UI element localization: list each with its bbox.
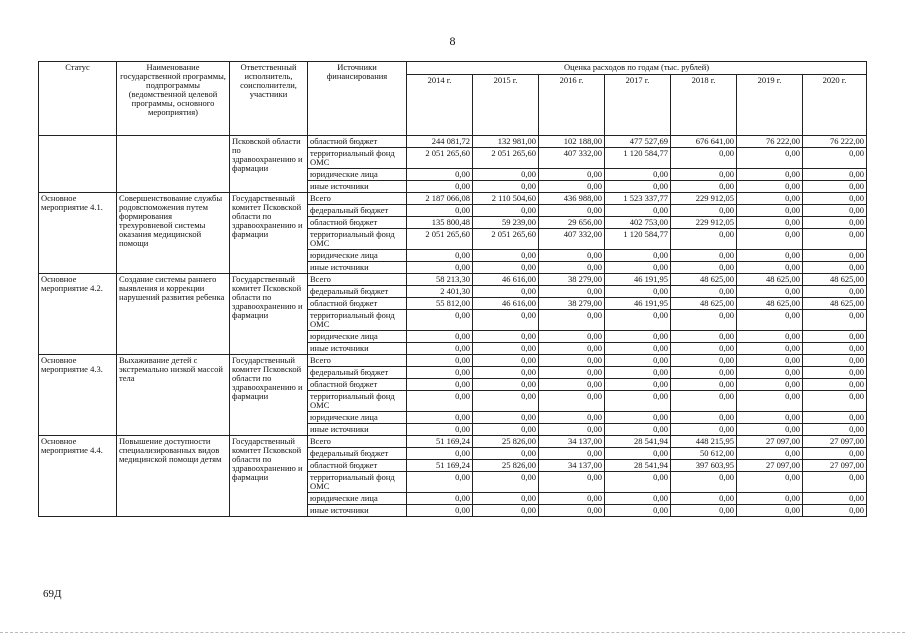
amount-cell: 0,00 — [473, 448, 539, 460]
amount-cell: 0,00 — [407, 343, 473, 355]
amount-cell: 0,00 — [737, 391, 803, 412]
amount-cell: 0,00 — [473, 343, 539, 355]
page-number: 8 — [449, 34, 456, 48]
amount-cell: 0,00 — [473, 493, 539, 505]
amount-cell: 0,00 — [605, 391, 671, 412]
group-name: Совершенствование службы родовспоможения путем формирования трехуровневой системы оказания медицинской помощи — [117, 193, 230, 274]
header-year: 2016 г. — [539, 75, 605, 136]
amount-cell: 0,00 — [803, 250, 867, 262]
amount-cell: 0,00 — [803, 505, 867, 517]
amount-cell: 0,00 — [605, 355, 671, 367]
header-sources: Источники финансирования — [308, 62, 407, 136]
amount-cell: 0,00 — [737, 448, 803, 460]
funding-source: территориальный фонд ОМС — [308, 391, 407, 412]
funding-source: территориальный фонд ОМС — [308, 472, 407, 493]
amount-cell: 0,00 — [803, 331, 867, 343]
amount-cell: 0,00 — [407, 205, 473, 217]
amount-cell: 0,00 — [605, 262, 671, 274]
header-year: 2017 г. — [605, 75, 671, 136]
amount-cell: 0,00 — [803, 367, 867, 379]
amount-cell: 0,00 — [605, 205, 671, 217]
amount-cell: 0,00 — [539, 412, 605, 424]
amount-cell: 25 826,00 — [473, 460, 539, 472]
amount-cell: 27 097,00 — [803, 436, 867, 448]
amount-cell: 229 912,05 — [671, 217, 737, 229]
amount-cell: 50 612,00 — [671, 448, 737, 460]
amount-cell: 0,00 — [605, 505, 671, 517]
amount-cell: 0,00 — [671, 229, 737, 250]
amount-cell: 0,00 — [605, 493, 671, 505]
amount-cell: 0,00 — [605, 250, 671, 262]
amount-cell: 46 191,95 — [605, 298, 671, 310]
amount-cell: 0,00 — [539, 169, 605, 181]
amount-cell: 0,00 — [407, 448, 473, 460]
amount-cell: 0,00 — [737, 379, 803, 391]
amount-cell: 0,00 — [407, 493, 473, 505]
amount-cell: 0,00 — [605, 343, 671, 355]
amount-cell: 0,00 — [737, 355, 803, 367]
amount-cell: 407 332,00 — [539, 229, 605, 250]
amount-cell: 0,00 — [671, 412, 737, 424]
funding-source: территориальный фонд ОМС — [308, 229, 407, 250]
amount-cell: 0,00 — [803, 493, 867, 505]
amount-cell: 2 051 265,60 — [407, 148, 473, 169]
amount-cell: 0,00 — [671, 424, 737, 436]
amount-cell: 0,00 — [671, 367, 737, 379]
amount-cell: 448 215,95 — [671, 436, 737, 448]
header-status: Статус — [39, 62, 117, 136]
amount-cell: 28 541,94 — [605, 460, 671, 472]
amount-cell: 48 625,00 — [737, 298, 803, 310]
amount-cell: 76 222,00 — [737, 136, 803, 148]
amount-cell: 48 625,00 — [803, 274, 867, 286]
amount-cell: 0,00 — [737, 367, 803, 379]
funding-source: областной бюджет — [308, 379, 407, 391]
amount-cell: 0,00 — [539, 181, 605, 193]
amount-cell: 407 332,00 — [539, 148, 605, 169]
amount-cell: 0,00 — [803, 286, 867, 298]
funding-source: юридические лица — [308, 493, 407, 505]
amount-cell: 0,00 — [407, 331, 473, 343]
amount-cell: 48 625,00 — [671, 274, 737, 286]
amount-cell: 0,00 — [671, 343, 737, 355]
header-year: 2018 г. — [671, 75, 737, 136]
amount-cell: 0,00 — [605, 367, 671, 379]
amount-cell: 0,00 — [539, 250, 605, 262]
amount-cell: 0,00 — [737, 181, 803, 193]
amount-cell: 0,00 — [737, 286, 803, 298]
amount-cell: 2 187 066,08 — [407, 193, 473, 205]
amount-cell: 0,00 — [473, 472, 539, 493]
amount-cell: 0,00 — [407, 262, 473, 274]
amount-cell: 0,00 — [473, 310, 539, 331]
amount-cell: 0,00 — [803, 148, 867, 169]
amount-cell: 0,00 — [407, 505, 473, 517]
amount-cell: 0,00 — [737, 472, 803, 493]
group-name: Выхаживание детей с экстремально низкой массой тела — [117, 355, 230, 436]
amount-cell: 0,00 — [605, 448, 671, 460]
amount-cell: 0,00 — [473, 379, 539, 391]
amount-cell: 46 191,95 — [605, 274, 671, 286]
amount-cell: 0,00 — [803, 193, 867, 205]
funding-source: иные источники — [308, 343, 407, 355]
amount-cell: 0,00 — [539, 424, 605, 436]
funding-source: Всего — [308, 355, 407, 367]
scan-edge-divider — [0, 632, 905, 635]
table-body — [39, 136, 867, 517]
amount-cell: 0,00 — [737, 493, 803, 505]
amount-cell: 38 279,00 — [539, 298, 605, 310]
amount-cell: 0,00 — [473, 355, 539, 367]
funding-source: территориальный фонд ОМС — [308, 148, 407, 169]
header-estimate: Оценка расходов по годам (тыс. рублей) — [407, 62, 867, 75]
group-executor: Государственный комитет Псковской области по здравоохранению и фармации — [230, 436, 308, 517]
funding-source: иные источники — [308, 505, 407, 517]
amount-cell: 0,00 — [803, 472, 867, 493]
amount-cell: 0,00 — [473, 505, 539, 517]
amount-cell: 0,00 — [737, 148, 803, 169]
amount-cell: 0,00 — [737, 331, 803, 343]
amount-cell: 0,00 — [473, 424, 539, 436]
amount-cell: 229 912,05 — [671, 193, 737, 205]
amount-cell: 0,00 — [803, 181, 867, 193]
funding-source: федеральный бюджет — [308, 205, 407, 217]
amount-cell: 436 988,00 — [539, 193, 605, 205]
amount-cell: 76 222,00 — [803, 136, 867, 148]
table-header — [39, 62, 867, 136]
group-status: Основное мероприятие 4.4. — [39, 436, 117, 517]
table-row — [39, 193, 867, 205]
amount-cell: 0,00 — [539, 472, 605, 493]
amount-cell: 0,00 — [803, 169, 867, 181]
header-year: 2014 г. — [407, 75, 473, 136]
amount-cell: 0,00 — [803, 229, 867, 250]
amount-cell: 0,00 — [737, 229, 803, 250]
amount-cell: 46 616,00 — [473, 274, 539, 286]
amount-cell: 0,00 — [737, 250, 803, 262]
amount-cell: 0,00 — [671, 355, 737, 367]
amount-cell: 25 826,00 — [473, 436, 539, 448]
amount-cell: 0,00 — [473, 286, 539, 298]
amount-cell: 0,00 — [539, 286, 605, 298]
amount-cell: 397 603,95 — [671, 460, 737, 472]
amount-cell: 46 616,00 — [473, 298, 539, 310]
amount-cell: 0,00 — [539, 367, 605, 379]
amount-cell: 51 169,24 — [407, 460, 473, 472]
amount-cell: 0,00 — [473, 181, 539, 193]
amount-cell: 0,00 — [539, 310, 605, 331]
amount-cell: 0,00 — [605, 331, 671, 343]
amount-cell: 0,00 — [803, 262, 867, 274]
funding-source: федеральный бюджет — [308, 367, 407, 379]
funding-source: Всего — [308, 274, 407, 286]
amount-cell: 58 213,30 — [407, 274, 473, 286]
amount-cell: 29 656,00 — [539, 217, 605, 229]
group-status — [39, 136, 117, 193]
amount-cell: 0,00 — [737, 217, 803, 229]
amount-cell: 0,00 — [803, 217, 867, 229]
amount-cell: 0,00 — [671, 286, 737, 298]
amount-cell: 0,00 — [671, 181, 737, 193]
group-name: Повышение доступности специализированных видов медицинской помощи детям — [117, 436, 230, 517]
amount-cell: 0,00 — [539, 343, 605, 355]
amount-cell: 0,00 — [473, 391, 539, 412]
amount-cell: 676 641,00 — [671, 136, 737, 148]
funding-source: юридические лица — [308, 331, 407, 343]
funding-source: областной бюджет — [308, 298, 407, 310]
funding-source: Всего — [308, 436, 407, 448]
amount-cell: 0,00 — [407, 367, 473, 379]
amount-cell: 0,00 — [671, 505, 737, 517]
amount-cell: 0,00 — [803, 343, 867, 355]
amount-cell: 0,00 — [671, 169, 737, 181]
amount-cell: 0,00 — [407, 391, 473, 412]
amount-cell: 0,00 — [671, 493, 737, 505]
amount-cell: 0,00 — [473, 205, 539, 217]
amount-cell: 34 137,00 — [539, 460, 605, 472]
amount-cell: 0,00 — [605, 181, 671, 193]
amount-cell: 0,00 — [539, 448, 605, 460]
amount-cell: 0,00 — [605, 169, 671, 181]
header-name: Наименование государственной программы, подпрограммы (ведомственной целевой программы, основного мероприятия) — [117, 62, 230, 136]
group-executor: Псковской области по здравоохранению и фармации — [230, 136, 308, 193]
amount-cell: 27 097,00 — [737, 460, 803, 472]
group-status: Основное мероприятие 4.3. — [39, 355, 117, 436]
funding-source: областной бюджет — [308, 136, 407, 148]
amount-cell: 0,00 — [539, 493, 605, 505]
amount-cell: 2 051 265,60 — [473, 148, 539, 169]
amount-cell: 2 401,30 — [407, 286, 473, 298]
amount-cell: 0,00 — [803, 424, 867, 436]
budget-table — [38, 61, 867, 517]
amount-cell: 0,00 — [671, 472, 737, 493]
amount-cell: 0,00 — [605, 286, 671, 298]
funding-source: иные источники — [308, 262, 407, 274]
amount-cell: 2 051 265,60 — [407, 229, 473, 250]
header-executor: Ответственный исполнитель, соисполнители, участники — [230, 62, 308, 136]
amount-cell: 0,00 — [803, 310, 867, 331]
table-row — [39, 436, 867, 448]
amount-cell: 51 169,24 — [407, 436, 473, 448]
amount-cell: 0,00 — [539, 331, 605, 343]
amount-cell: 0,00 — [407, 250, 473, 262]
amount-cell: 0,00 — [671, 148, 737, 169]
amount-cell: 34 137,00 — [539, 436, 605, 448]
amount-cell: 0,00 — [803, 355, 867, 367]
funding-source: федеральный бюджет — [308, 448, 407, 460]
amount-cell: 102 188,00 — [539, 136, 605, 148]
amount-cell: 48 625,00 — [671, 298, 737, 310]
amount-cell: 0,00 — [737, 343, 803, 355]
amount-cell: 0,00 — [605, 310, 671, 331]
funding-source: областной бюджет — [308, 460, 407, 472]
amount-cell: 0,00 — [737, 412, 803, 424]
amount-cell: 0,00 — [737, 193, 803, 205]
funding-source: Всего — [308, 193, 407, 205]
amount-cell: 0,00 — [473, 262, 539, 274]
amount-cell: 27 097,00 — [737, 436, 803, 448]
amount-cell: 0,00 — [473, 331, 539, 343]
amount-cell: 0,00 — [671, 250, 737, 262]
amount-cell: 244 081,72 — [407, 136, 473, 148]
amount-cell: 0,00 — [407, 181, 473, 193]
table-row — [39, 355, 867, 367]
amount-cell: 59 239,00 — [473, 217, 539, 229]
group-status: Основное мероприятие 4.1. — [39, 193, 117, 274]
amount-cell: 477 527,69 — [605, 136, 671, 148]
funding-source: юридические лица — [308, 169, 407, 181]
amount-cell: 0,00 — [737, 424, 803, 436]
amount-cell: 0,00 — [539, 262, 605, 274]
amount-cell: 2 051 265,60 — [473, 229, 539, 250]
amount-cell: 0,00 — [407, 424, 473, 436]
header-year: 2019 г. — [737, 75, 803, 136]
group-executor: Государственный комитет Псковской области по здравоохранению и фармации — [230, 274, 308, 355]
amount-cell: 0,00 — [539, 205, 605, 217]
group-name: Создание системы раннего выявления и коррекции нарушений развития ребенка — [117, 274, 230, 355]
amount-cell: 0,00 — [473, 169, 539, 181]
amount-cell: 48 625,00 — [803, 298, 867, 310]
amount-cell: 1 120 584,77 — [605, 148, 671, 169]
funding-source: иные источники — [308, 181, 407, 193]
amount-cell: 0,00 — [737, 505, 803, 517]
amount-cell: 0,00 — [605, 379, 671, 391]
amount-cell: 0,00 — [407, 310, 473, 331]
amount-cell: 402 753,00 — [605, 217, 671, 229]
amount-cell: 0,00 — [671, 331, 737, 343]
amount-cell: 0,00 — [539, 379, 605, 391]
amount-cell: 0,00 — [473, 412, 539, 424]
amount-cell: 0,00 — [473, 250, 539, 262]
funding-source: юридические лица — [308, 250, 407, 262]
amount-cell: 0,00 — [737, 262, 803, 274]
amount-cell: 1 120 584,77 — [605, 229, 671, 250]
amount-cell: 0,00 — [539, 355, 605, 367]
amount-cell: 0,00 — [737, 205, 803, 217]
amount-cell: 0,00 — [605, 472, 671, 493]
amount-cell: 0,00 — [407, 355, 473, 367]
table-row — [39, 274, 867, 286]
amount-cell: 135 800,48 — [407, 217, 473, 229]
funding-source: территориальный фонд ОМС — [308, 310, 407, 331]
amount-cell: 28 541,94 — [605, 436, 671, 448]
funding-source: областной бюджет — [308, 217, 407, 229]
group-executor: Государственный комитет Псковской области по здравоохранению и фармации — [230, 193, 308, 274]
amount-cell: 0,00 — [737, 169, 803, 181]
header-year: 2015 г. — [473, 75, 539, 136]
amount-cell: 0,00 — [671, 262, 737, 274]
amount-cell: 0,00 — [803, 412, 867, 424]
amount-cell: 132 981,00 — [473, 136, 539, 148]
header-year: 2020 г. — [803, 75, 867, 136]
amount-cell: 48 625,00 — [737, 274, 803, 286]
funding-source: федеральный бюджет — [308, 286, 407, 298]
table-row — [39, 136, 867, 148]
amount-cell: 0,00 — [539, 391, 605, 412]
amount-cell: 0,00 — [803, 391, 867, 412]
amount-cell: 0,00 — [803, 448, 867, 460]
group-executor: Государственный комитет Псковской области по здравоохранению и фармации — [230, 355, 308, 436]
amount-cell: 0,00 — [605, 412, 671, 424]
amount-cell: 27 097,00 — [803, 460, 867, 472]
funding-source: юридические лица — [308, 412, 407, 424]
amount-cell: 0,00 — [803, 379, 867, 391]
amount-cell: 0,00 — [605, 424, 671, 436]
group-status: Основное мероприятие 4.2. — [39, 274, 117, 355]
amount-cell: 2 110 504,60 — [473, 193, 539, 205]
amount-cell: 0,00 — [671, 310, 737, 331]
amount-cell: 0,00 — [473, 367, 539, 379]
amount-cell: 1 523 337,77 — [605, 193, 671, 205]
amount-cell: 0,00 — [407, 169, 473, 181]
amount-cell: 0,00 — [803, 205, 867, 217]
amount-cell: 0,00 — [407, 379, 473, 391]
group-name — [117, 136, 230, 193]
amount-cell: 0,00 — [539, 505, 605, 517]
amount-cell: 0,00 — [407, 472, 473, 493]
funding-source: иные источники — [308, 424, 407, 436]
amount-cell: 0,00 — [671, 391, 737, 412]
amount-cell: 55 812,00 — [407, 298, 473, 310]
amount-cell: 38 279,00 — [539, 274, 605, 286]
amount-cell: 0,00 — [671, 205, 737, 217]
amount-cell: 0,00 — [671, 379, 737, 391]
footer-code: 69Д — [43, 588, 62, 600]
amount-cell: 0,00 — [737, 310, 803, 331]
amount-cell: 0,00 — [407, 412, 473, 424]
